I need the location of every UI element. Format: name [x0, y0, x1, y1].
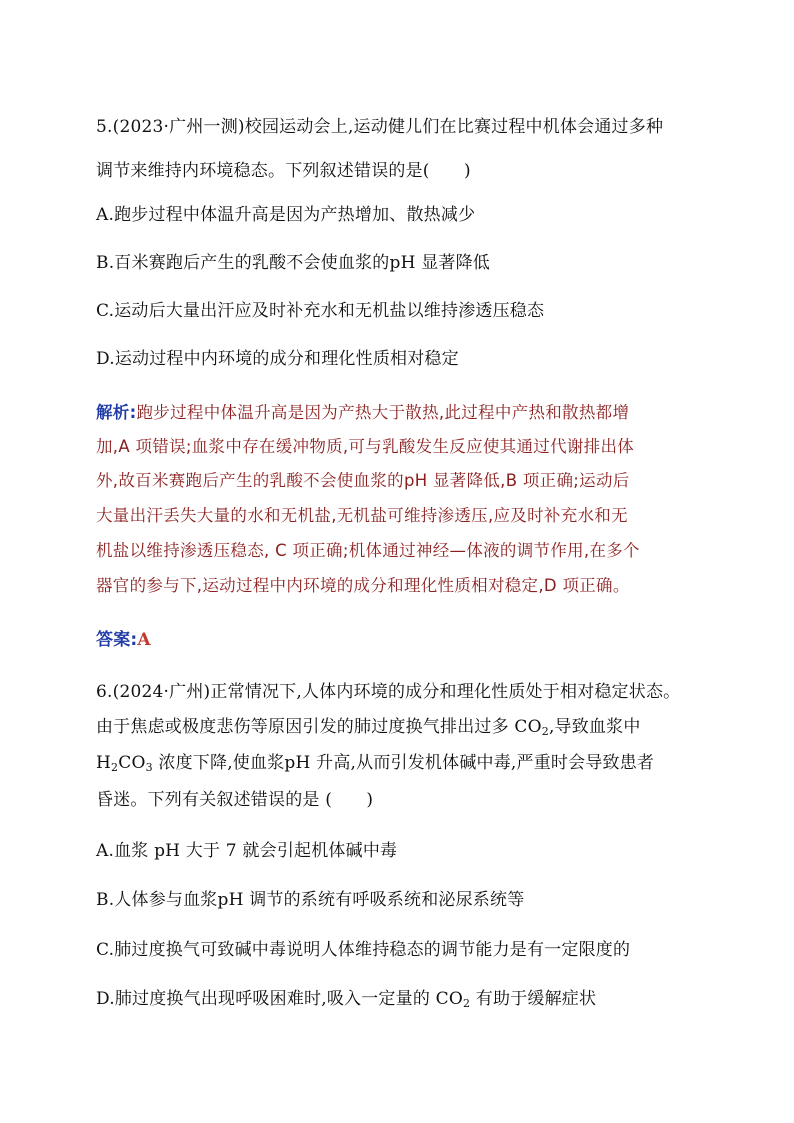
q5-analysis-line-2: 加,A 项错误;血浆中存在缓冲物质,可与乳酸发生反应使其通过代谢排出体 — [96, 437, 635, 456]
q6-option-d-text: D.肺过度换气出现呼吸困难时,吸入一定量的 CO — [96, 989, 463, 1009]
q5-option-d: D.运动过程中内环境的成分和理化性质相对稳定 — [96, 349, 459, 369]
co-symbol: CO — [118, 753, 146, 773]
o3-subscript: 3 — [145, 761, 153, 774]
q5-option-b: B.百米赛跑后产生的乳酸不会使血浆的pH 显著降低 — [96, 253, 491, 273]
q6-stem-line-3 — [96, 751, 654, 775]
q6-option-a: A.血浆 pH 大于 7 就会引起机体碱中毒 — [96, 841, 398, 861]
co2-subscript: 2 — [541, 725, 549, 738]
q5-analysis-line-3: 外,故百米赛跑后产生的乳酸不会使血浆的pH 显著降低,B 项正确;运动后 — [96, 471, 630, 490]
q6-stem-line-2 — [96, 715, 641, 739]
analysis-text: 跑步过程中体温升高是因为产热大于散热,此过程中产热和散热都增 — [136, 403, 630, 422]
answer-label: 答案: — [96, 630, 138, 650]
answer-value: A — [137, 630, 151, 650]
analysis-label: 解析: — [96, 403, 137, 422]
q5-analysis-line-4: 大量出汗丢失大量的水和无机盐,无机盐可维持渗透压,应及时补充水和无 — [96, 506, 628, 525]
q6-stem-line-1: 6.(2024·广州)正常情况下,人体内环境的成分和理化性质处于相对稳定状态。 — [96, 682, 681, 702]
q6-line3-text: 浓度下降,使血浆pH 升高,从而引发机体碱中毒,严重时会导致患者 — [152, 753, 655, 773]
q5-analysis-line-1 — [96, 401, 629, 425]
q6-line2-text: 由于焦虑或极度悲伤等原因引发的肺过度换气排出过多 CO — [96, 717, 542, 737]
h2-subscript: 2 — [111, 761, 119, 774]
q5-analysis-line-5: 机盐以维持渗透压稳态, C 项正确;机体通过神经—体液的调节作用,在多个 — [96, 541, 640, 560]
q6-option-d-tail: 有助于缓解症状 — [470, 989, 597, 1009]
q5-analysis-line-6: 器官的参与下,运动过程中内环境的成分和理化性质相对稳定,D 项正确。 — [96, 576, 630, 595]
q5-answer — [96, 628, 151, 652]
q5-stem-line-1: 5.(2023·广州一测)校园运动会上,运动健儿们在比赛过程中机体会通过多种 — [96, 117, 664, 137]
h-symbol: H — [96, 753, 112, 773]
q6-option-d — [96, 987, 596, 1011]
q6-line2-tail: ,导致血浆中 — [548, 717, 641, 737]
q5-stem-line-2: 调节来维持内环境稳态。下列叙述错误的是( ) — [96, 161, 471, 181]
co2-subscript: 2 — [462, 997, 471, 1010]
q6-option-c: C.肺过度换气可致碱中毒说明人体维持稳态的调节能力是有一定限度的 — [96, 940, 631, 960]
q6-option-b: B.人体参与血浆pH 调节的系统有呼吸系统和泌尿系统等 — [96, 890, 525, 910]
q5-option-a: A.跑步过程中体温升高是因为产热增加、散热减少 — [96, 205, 476, 225]
q6-stem-line-4: 昏迷。下列有关叙述错误的是 ( ) — [96, 790, 374, 810]
q5-option-c: C.运动后大量出汗应及时补充水和无机盐以维持渗透压稳态 — [96, 301, 545, 321]
